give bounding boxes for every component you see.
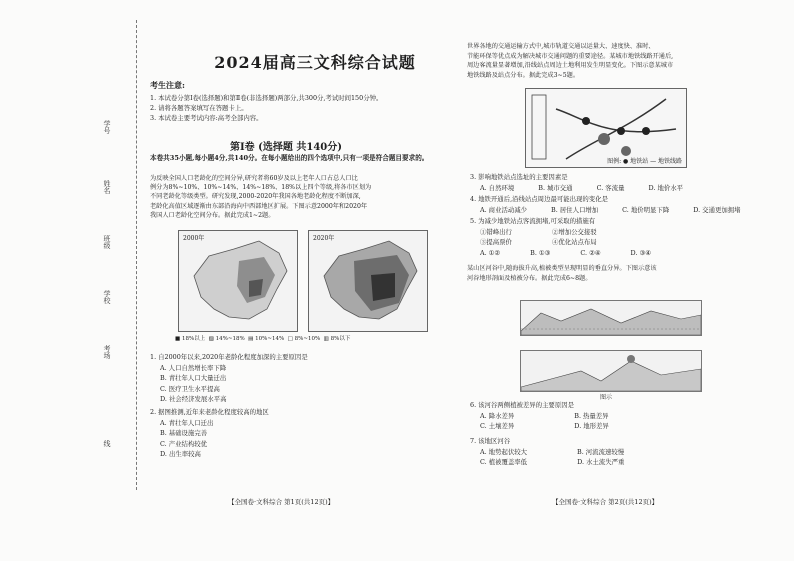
question-6-options-cd [470, 421, 609, 432]
china-map-2000-shape [179, 231, 297, 331]
map-2020-label: 2020年 [313, 235, 335, 242]
question-1-option-a: A. 人口自然增长率下降 [160, 363, 227, 372]
question-6-option-d: D. 地形差异 [574, 422, 609, 430]
footer-right: 【全国卷·文科综合 第2页(共12页)】 [552, 498, 659, 506]
question-5-item-4: ④优化站点布局 [551, 238, 597, 246]
binding-label-2: 姓名 [103, 180, 111, 194]
question-5-answer-b: B. ①③ [530, 248, 551, 257]
valley-profile-1-drawing [521, 301, 701, 335]
material-q6-8: 某山区河谷中,随海拔升高,植被类型呈现明显的垂直分异。下图示意该 河谷地形剖面及植被分布。据此完成6~8题。 [467, 265, 657, 282]
question-5-item-3: ③提高票价 [480, 238, 512, 246]
question-1-option-b: B. 青壮年人口大量迁出 [160, 374, 227, 382]
binding-label-5: 考场 [103, 345, 111, 359]
question-7 [470, 436, 624, 468]
question-3-option-d: D. 地价水平 [648, 183, 684, 192]
question-7-options-cd [470, 457, 624, 468]
question-4-option-b: B. 居住人口增加 [551, 205, 599, 214]
question-1 [150, 352, 308, 405]
metro-map-legend: 图例: ● 地铁站 — 地铁线路 [607, 158, 682, 165]
material-q1-2: 为反映全国人口老龄化的空间分异,研究者将60岁及以上老年人口占总人口比 例分为8%~10%、10%~14%、14%~18%、18%以上四个等级,将各市区划为 不同老龄化等级类型。研究发现,2000-2020年我国各地老龄化程度不断加深, 老龄化高值区域逐渐由东部沿海向中西部地区扩展。下图示意2000年和2020年 我国人口老龄化空间分布。据此完成1~2题。 [150, 175, 372, 219]
question-6-option-b: B. 热量差异 [574, 411, 609, 420]
valley-profile-diagram-1 [520, 300, 702, 336]
question-4 [470, 194, 741, 215]
question-5-stem: 5. 为减少地铁站点客流拥堵,可采取的措施有 [470, 217, 596, 225]
notes-list [150, 93, 382, 123]
question-5-item-1: ①错峰出行 [480, 227, 512, 236]
binding-label-4: 学校 [103, 290, 111, 304]
diagram-caption: 图示 [600, 394, 613, 401]
binding-strip [96, 20, 137, 490]
section-intro: 本卷共35小题,每小题4分,共140分。在每小题给出的四个选项中,只有一项是符合题目要求的。 [150, 154, 429, 162]
question-5-item-2: ②增加公交接驳 [551, 227, 597, 236]
question-3 [470, 172, 683, 193]
question-3-option-c: C. 客流量 [596, 183, 625, 192]
question-1-option-d: D. 社会经济发展水平高 [160, 395, 227, 403]
map-2020 [308, 230, 428, 332]
china-map-2020-shape [309, 231, 427, 331]
question-6-options-ab [470, 411, 609, 422]
valley-profile-diagram-2 [520, 350, 702, 392]
question-5 [470, 216, 651, 258]
question-4-option-a: A. 商业活动减少 [480, 205, 528, 214]
map-2000-label: 2000年 [183, 235, 205, 242]
question-3-options [470, 183, 683, 194]
question-4-stem: 4. 地铁开通后,沿线站点周边最可能出现的变化是 [470, 195, 608, 203]
footer-left: 【全国卷·文科综合 第1页(共12页)】 [228, 498, 335, 506]
question-3-option-b: B. 城市交通 [538, 183, 573, 192]
note-item-1: 1. 本试卷分第Ⅰ卷(选择题)和第Ⅱ卷(非选择题)两部分,共300分,考试时间150分钟。 [150, 94, 383, 102]
question-2-stem: 2. 据图推测,近年来老龄化程度较高的地区 [150, 408, 269, 416]
notes-heading: 考生注意: [150, 80, 185, 90]
question-2-option-a: A. 青壮年人口迁出 [160, 418, 214, 427]
note-item-2: 2. 请将各题答案填写在答题卡上。 [150, 104, 248, 112]
section-title: 第Ⅰ卷 (选择题 共140分) [230, 142, 342, 153]
map-2000 [178, 230, 298, 332]
question-3-option-a: A. 自然环境 [480, 183, 515, 192]
exam-title: 2024届高三文科综合试题 [214, 53, 416, 72]
question-5-answer-d: D. ③④ [630, 248, 651, 257]
question-6-option-c: C. 土壤差异 [480, 422, 515, 430]
question-4-option-d: D. 交通更加拥堵 [693, 205, 741, 214]
question-5-answers [470, 248, 651, 259]
binding-label-1: 学号 [103, 120, 111, 134]
question-3-stem: 3. 影响地铁站点选址的主要因素是 [470, 173, 568, 181]
question-2-option-c: C. 产业结构较优 [160, 439, 208, 448]
question-5-answer-a: A. ①② [480, 248, 501, 257]
question-2-option-d: D. 出生率较高 [160, 450, 201, 458]
question-7-options-ab [470, 447, 624, 458]
question-6-option-a: A. 降水差异 [480, 411, 515, 420]
note-item-3: 3. 本试卷主要考试内容:高考全部内容。 [150, 114, 263, 122]
binding-label-3: 班级 [103, 235, 111, 249]
valley-profile-2-drawing [521, 351, 701, 391]
question-4-option-c: C. 地价明显下降 [622, 205, 670, 214]
question-2-option-b: B. 基础设施完善 [160, 429, 208, 437]
question-6 [470, 400, 609, 432]
question-7-option-b: B. 河流流速较慢 [577, 447, 625, 456]
metro-map [525, 88, 687, 168]
question-5-items-2 [470, 237, 651, 248]
question-7-option-d: D. 水土流失严重 [577, 458, 625, 466]
question-6-stem: 6. 该河谷两侧植被差异的主要原因是 [470, 401, 574, 409]
question-5-items [470, 227, 651, 238]
question-2 [150, 407, 269, 460]
question-1-option-c: C. 医疗卫生水平提高 [160, 384, 220, 393]
map-legend: ■ 18%以上 ▨ 14%~18% ▤ 10%~14% □ 8%~10% ▥ 8%以下 [175, 336, 351, 342]
question-7-option-a: A. 地势起伏较大 [480, 447, 528, 456]
question-1-stem: 1. 自2000年以来,2020年老龄化程度加深的主要原因是 [150, 353, 308, 361]
material-q3-5: 世界各地的交通运输方式中,城市轨道交通以运量大、速度快、准时、 节能环保等优点成为解决城市交通问题的重要途径。某城市地铁线路开通后, 周边客流量显著增加,沿线站点周边土地利用发生明显变化。下图示意某城市 地铁线路及站点分布。据此完成3~5题。 [467, 43, 674, 79]
question-5-answer-c: C. ②④ [580, 248, 601, 257]
question-4-options [470, 205, 741, 216]
question-7-option-c: C. 植被覆盖率低 [480, 458, 528, 466]
binding-label-6: 线 [103, 440, 111, 447]
question-7-stem: 7. 该地区河谷 [470, 437, 511, 445]
